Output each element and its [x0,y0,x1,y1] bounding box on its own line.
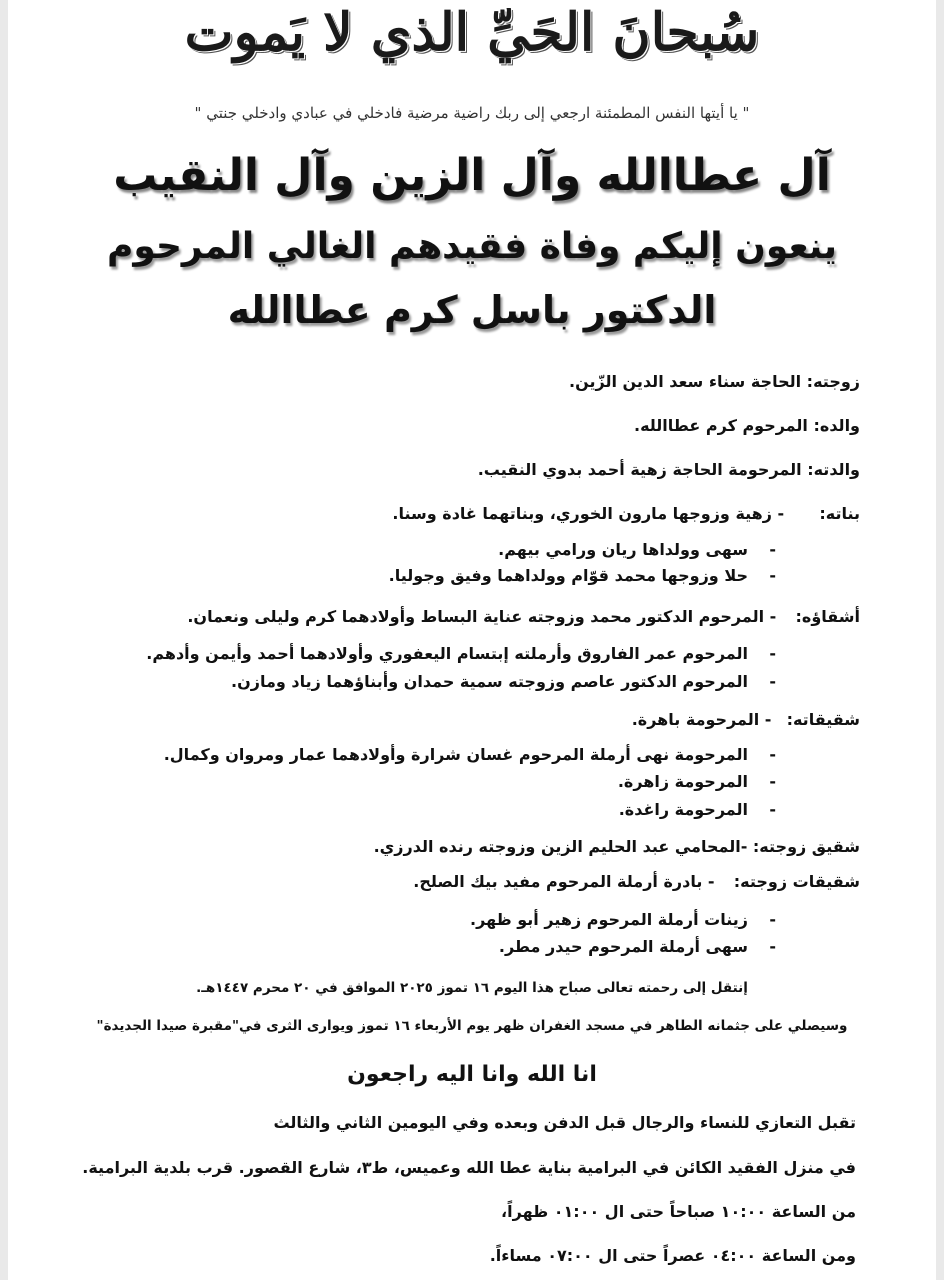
brothers-line [58,607,860,626]
wife-brother-line: شقيق زوجته: -المحامي عبد الحليم الزين وزوجته رنده الدرزي. [373,837,860,856]
wife-sisters-label: شقيقات زوجته: [733,872,860,891]
sisters-label: شقيقاته: [786,710,860,729]
condolences-address: في منزل الفقيد الكائن في البرامية بناية عطا الله وعميس، ط٣، شارع القصور. قرب بلدية البرامية. [82,1158,856,1177]
page-edge-left [0,0,8,1280]
inna-lillah: انا الله وانا اليه راجعون [347,1062,597,1087]
condolences-morning-hours: من الساعة ١٠:٠٠ صباحاً حتى ال ٠١:٠٠ ظهراً، [501,1202,856,1221]
wife-line: زوجته: الحاجة سناء سعد الدين الزّين. [569,372,860,391]
brother-item: -المرحوم الدكتور عاصم وزوجته سمية حمدان وأبناؤهما زياد ومازن. [231,672,776,691]
obituary-page [8,0,936,1280]
daughters-label: بناته: [819,504,860,523]
father-line: والده: المرحوم كرم عطاالله. [633,416,860,435]
announcement-line: ينعون إليكم وفاة فقيدهم الغالي المرحوم [106,226,838,267]
daughters-line [58,504,860,523]
daughter-item: -سهى وولداها ريان ورامي بيهم. [498,540,776,559]
brother-item: - المرحوم الدكتور محمد وزوجته عناية البساط وأولادهما كرم وليلى ونعمان. [187,607,777,626]
daughter-item: -حلا وزوجها محمد قوّام وولداهما وفيق وجوليا. [388,566,776,585]
brothers-label: أشقاؤه: [795,607,860,626]
calligraphy-heading: سُبحانَ الحَيِّ الذي لا يَموت [184,2,760,63]
family-names: آل عطاالله وآل الزين وآل النقيب [113,150,831,201]
daughter-item: - زهية وزوجها مارون الخوري، وبناتهما غادة وسنا. [392,504,785,523]
sisters-line [58,710,860,729]
passing-date: إنتقل إلى رحمته تعالى صباح هذا اليوم ١٦ تموز ٢٠٢٥ الموافق في ٢٠ محرم ١٤٤٧هـ. [196,980,748,996]
sister-item: -المرحومة نهى أرملة المرحوم غسان شرارة وأولادهما عمار ومروان وكمال. [163,745,776,764]
brother-item: -المرحوم عمر الفاروق وأرملته إبتسام اليعفوري وأولادهما أحمد وأيمن وأدهم. [146,644,776,663]
funeral-prayer: وسيصلي على جثمانه الطاهر في مسجد الغفران ظهر يوم الأربعاء ١٦ تموز ويوارى الثرى في"مقبرة صيدا الجديدة" [96,1018,848,1034]
condolences-line: تقبل التعازي للنساء والرجال قبل الدفن وبعده وفي اليومين الثاني والثالث [273,1113,856,1132]
wife-sisters-line [58,872,860,891]
deceased-name: الدكتور باسل كرم عطاالله [227,288,717,332]
wife-sister-item: - بادرة أرملة المرحوم مفيد بيك الصلح. [413,872,715,891]
wife-sister-item: -زينات أرملة المرحوم زهير أبو ظهر. [470,910,776,929]
sister-item: - المرحومة باهرة. [631,710,772,729]
condolences-evening-hours: ومن الساعة ٠٤:٠٠ عصراً حتى ال ٠٧:٠٠ مساءاً. [489,1246,856,1265]
sister-item: -المرحومة زاهرة. [617,772,776,791]
wife-sister-item: -سهى أرملة المرحوم حيدر مطر. [498,937,776,956]
mother-line: والدته: المرحومة الحاجة زهية أحمد بدوي النقيب. [477,460,860,479]
quran-verse: " يا أيتها النفس المطمئنة ارجعي إلى ربك راضية مرضية فادخلي في عبادي وادخلي جنتي " [194,104,750,122]
sister-item: -المرحومة راغدة. [618,800,776,819]
page-edge-right [936,0,944,1280]
